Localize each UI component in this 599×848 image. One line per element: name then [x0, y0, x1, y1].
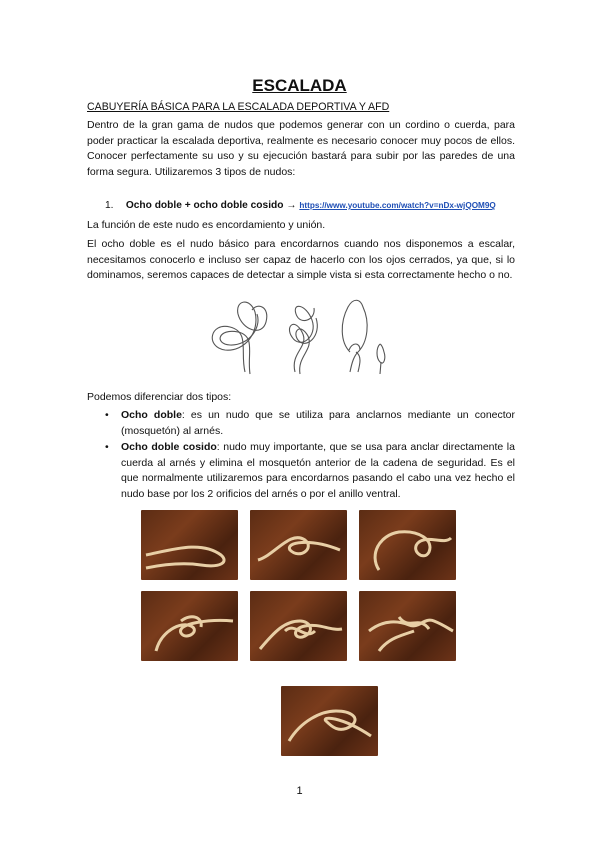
knot-step-photo-3: [359, 510, 456, 580]
page-number: 1: [296, 785, 303, 797]
item-label: Ocho doble + ocho doble cosido: [125, 200, 284, 211]
function-text: La función de este nudo es encordamiento y unión.: [87, 219, 326, 231]
arrow-icon: →: [286, 200, 297, 211]
bullet-text: : es un nudo que se utiliza para anclarnos mediante un conector (mosquetón) al arnés.: [121, 409, 516, 437]
knot-step-photo-2: [250, 510, 347, 580]
item-number: 1.: [105, 200, 114, 211]
section-subtitle: CABUYERÍA BÁSICA PARA LA ESCALADA DEPORTIVA Y AFD: [87, 101, 390, 113]
bullet-ocho-doble-cosido: [105, 440, 515, 502]
bullet-term: Ocho doble: [121, 409, 182, 421]
page-title: ESCALADA: [252, 76, 347, 95]
bullet-icon: •: [105, 441, 109, 454]
types-bullet-list: [105, 408, 515, 504]
figure-eight-knot-diagram: [200, 292, 400, 382]
knot-step-photo-5: [250, 591, 347, 661]
knot-step-photo-4: [141, 591, 238, 661]
youtube-link[interactable]: https://www.youtube.com/watch?v=nDx-wjQOM9Q: [299, 201, 496, 210]
bullet-term: Ocho doble cosido: [121, 441, 217, 454]
knot-step-photo-6: [359, 591, 456, 661]
bullet-ocho-doble: [105, 408, 515, 439]
types-intro: Podemos diferenciar dos tipos:: [87, 391, 232, 403]
description-paragraph: El ocho doble es el nudo básico para encordarnos cuando nos disponemos a escalar, necesitamos conocerlo e incluso ser capaz de hacerlo con los ojos cerrados, ya que, si lo dominamos, seremos capaces de detectar a simple vista si esta correctamente hecho o no.: [87, 238, 515, 282]
knot-step-photo-1: [141, 510, 238, 580]
numbered-item-1: [105, 200, 496, 211]
intro-paragraph: Dentro de la gran gama de nudos que podemos generar con un cordino o cuerda, para poder practicar la escalada deportiva, realmente es necesario conocer muy pocos de ellos. Conocer perfectamente su uso y su ejecución bastará para subir por las paredes de una forma segura. Utilizaremos 3 tipos de nudos:: [87, 119, 515, 178]
bullet-icon: •: [105, 409, 109, 421]
bullet-text: : nudo muy importante, que se usa para anclar directamente la cuerda al arnés y elimina el mosquetón anterior de la cadena de seguridad. Es el que normalmente utilizaremos para encordarnos pasando el cabo una vez hecho el nudo base por los 2 orificios del arnés o por el anillo ventral.: [121, 441, 515, 500]
knot-step-photo-7: [281, 686, 378, 756]
